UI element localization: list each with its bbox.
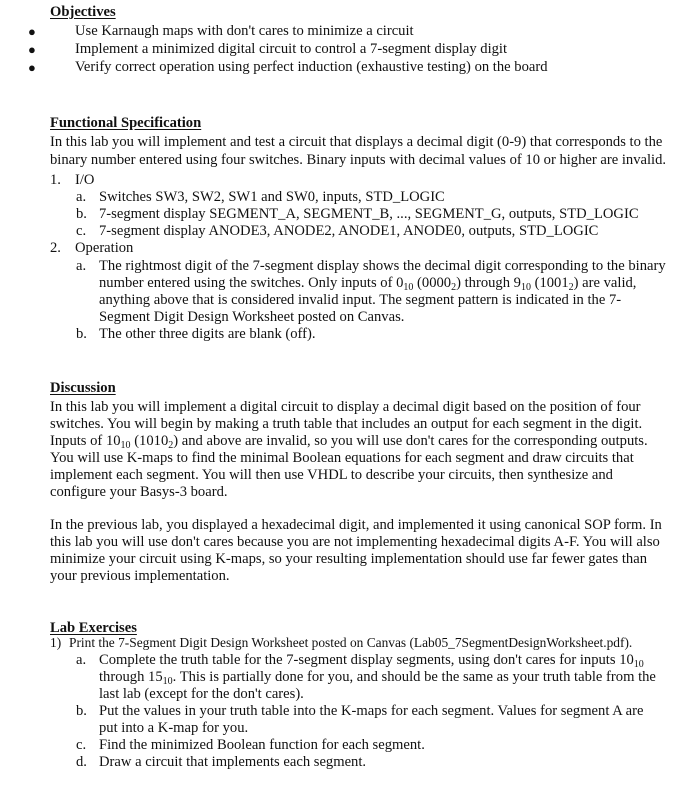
lab-item-1: Print the 7-Segment Digit Design Worksheet posted on Canvas (Lab05_7SegmentDesignWorksheet.pdf). bbox=[69, 635, 633, 650]
discussion-heading: Discussion bbox=[50, 380, 116, 396]
discussion-line: Inputs of $10_{10}$ $(1010_2)$ and above are invalid, so you will use don't cares for the corresponding outputs. bbox=[50, 433, 648, 451]
objective-item: Implement a minimized digital circuit to control a 7-segment display digit bbox=[75, 41, 508, 57]
io-item: 7-segment display SEGMENT_A, SEGMENT_B, ..., SEGMENT_G, outputs, STD_LOGIC bbox=[99, 206, 639, 222]
discussion-line: You will use K-maps to find the minimal Boolean equations for each segment and draw circuits that bbox=[50, 450, 634, 466]
objectives-heading: Objectives bbox=[50, 4, 116, 20]
discussion-line: switches. You will begin by making a truth table that includes an output for each segment in the digit. bbox=[50, 416, 643, 432]
objective-item: Use Karnaugh maps with don't cares to minimize a circuit bbox=[75, 23, 414, 39]
operation-label: Operation bbox=[75, 240, 134, 256]
operation-item-a-line: number entered using the switches. Only inputs of $0_{10}$ $(0000_2)$ through $9_{10}$ $(1001_2)$ are valid, bbox=[99, 275, 637, 293]
operation-marker: 2. bbox=[50, 240, 61, 256]
discussion-line: In this lab you will implement a digital circuit to display a decimal digit based on the position of four bbox=[50, 399, 641, 415]
objective-item: Verify correct operation using perfect induction (exhaustive testing) on the board bbox=[75, 59, 548, 75]
lab-item-marker: 1) bbox=[50, 635, 62, 650]
discussion-line: your previous implementation. bbox=[50, 568, 230, 584]
operation-item-marker: a. bbox=[76, 258, 87, 274]
lab-subitem-marker: c. bbox=[76, 737, 87, 753]
lab-subitem-a-line: through $15_{10}$. This is partially done for you, and should be the same as your truth table from the bbox=[99, 669, 656, 687]
lab-subitem-d: Draw a circuit that implements each segment. bbox=[99, 754, 367, 770]
bullet-icon: ● bbox=[28, 42, 36, 57]
discussion-line: In the previous lab, you displayed a hexadecimal digit, and implemented it using canonical SOP form. In bbox=[50, 517, 662, 533]
lab-subitem-marker: a. bbox=[76, 652, 87, 668]
functional-spec-intro-line: In this lab you will implement and test a circuit that displays a decimal digit (0-9) that corresponds to the bbox=[50, 134, 663, 150]
lab-subitem-marker: d. bbox=[76, 754, 87, 770]
io-label: I/O bbox=[75, 172, 95, 188]
functional-spec-heading: Functional Specification bbox=[50, 115, 202, 131]
io-item-marker: b. bbox=[76, 206, 87, 222]
operation-item-b: The other three digits are blank (off). bbox=[99, 326, 316, 342]
lab-exercises-heading: Lab Exercises bbox=[50, 620, 137, 636]
lab-subitem-b-line: Put the values in your truth table into the K-maps for each segment. Values for segment A are bbox=[99, 703, 644, 719]
bullet-icon: ● bbox=[28, 60, 36, 75]
operation-item-a-line: Segment Digit Design Worksheet posted on Canvas. bbox=[99, 309, 405, 325]
lab-subitem-a-line: last lab (except for the don't cares). bbox=[99, 686, 304, 702]
operation-item-marker: b. bbox=[76, 326, 87, 342]
discussion-line: configure your Basys-3 board. bbox=[50, 484, 228, 500]
operation-item-a-line: The rightmost digit of the 7-segment display shows the decimal digit corresponding to the binary bbox=[99, 258, 666, 274]
functional-spec-intro-line: binary number entered using four switches. Binary inputs with decimal values of 10 or higher are invalid. bbox=[50, 152, 667, 168]
io-item-marker: a. bbox=[76, 189, 87, 205]
lab-subitem-c: Find the minimized Boolean function for each segment. bbox=[99, 737, 425, 753]
discussion-line: this lab you will use don't cares because you are not implementing hexadecimal digits A-F. You will also bbox=[50, 534, 660, 550]
io-item-marker: c. bbox=[76, 223, 87, 239]
lab-subitem-a-line: Complete the truth table for the 7-segment display segments, using don't cares for inputs $10_{10}$ bbox=[99, 652, 644, 670]
lab-subitem-b-line: put into a K-map for you. bbox=[99, 720, 249, 736]
io-marker: 1. bbox=[50, 172, 61, 188]
operation-item-a-line: anything above that is considered invalid input. The segment pattern is indicated in the 7- bbox=[99, 292, 622, 308]
io-item: 7-segment display ANODE3, ANODE2, ANODE1, ANODE0, outputs, STD_LOGIC bbox=[99, 223, 599, 239]
io-item: Switches SW3, SW2, SW1 and SW0, inputs, STD_LOGIC bbox=[99, 189, 445, 205]
discussion-line: minimize your circuit using K-maps, so your resulting implementation should use far fewer gates than bbox=[50, 551, 647, 567]
bullet-icon: ● bbox=[28, 24, 36, 39]
discussion-line: implement each segment. You will then use VHDL to describe your circuits, then synthesize and bbox=[50, 467, 613, 483]
lab-subitem-marker: b. bbox=[76, 703, 87, 719]
